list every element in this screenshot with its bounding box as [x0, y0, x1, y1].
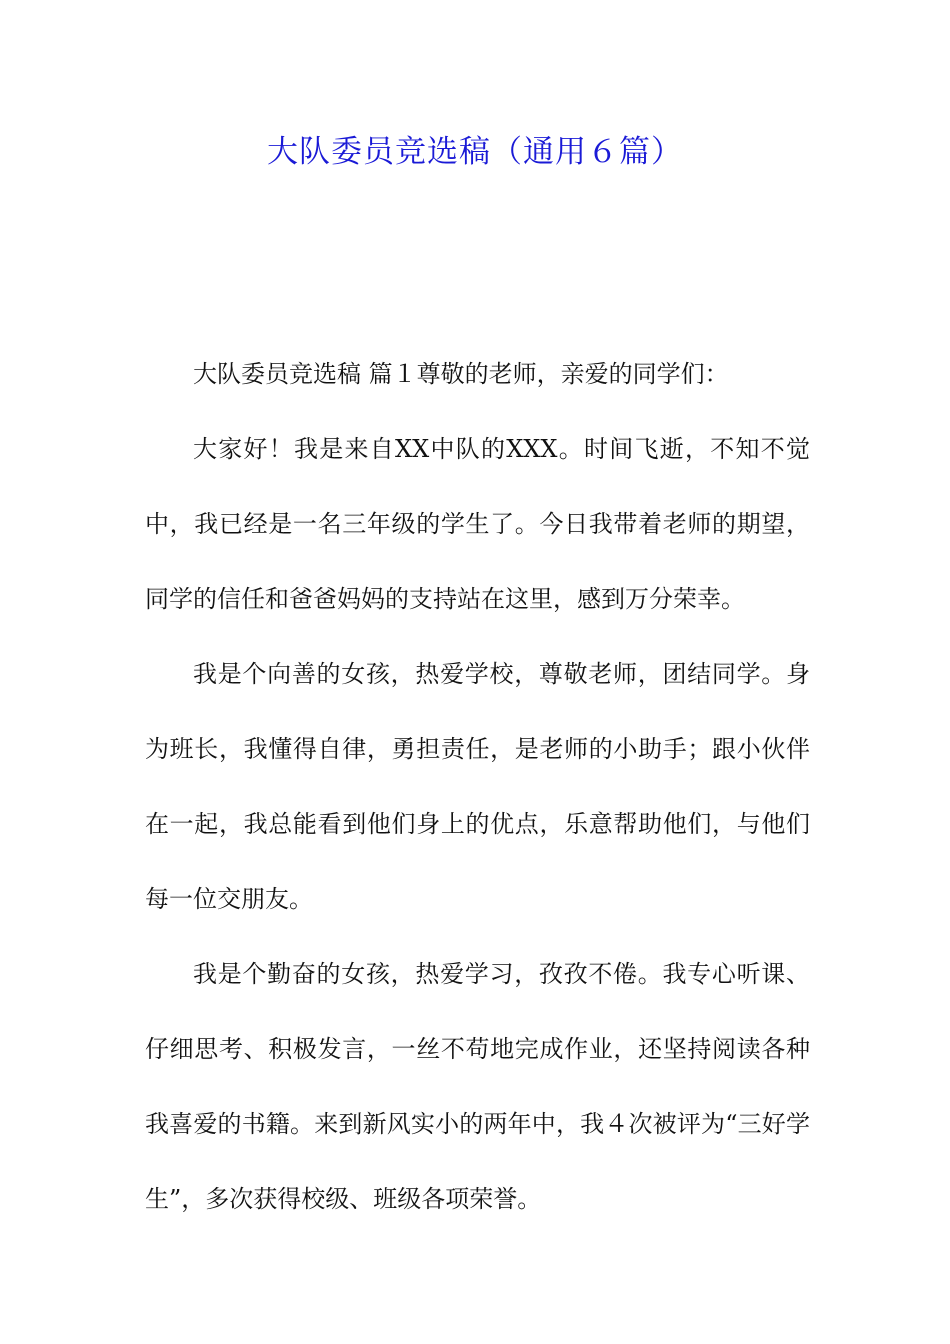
document-body [145, 337, 810, 1237]
paragraph-introduction: 大家好！我是来自XX中队的XXX。时间飞逝，不知不觉中，我已经是一名三年级的学生了。今日我带着老师的期望，同学的信任和爸爸妈妈的支持站在这里，感到万分荣幸。 [145, 435, 810, 613]
paragraph-character: 我是个向善的女孩，热爱学校，尊敬老师，团结同学。身为班长，我懂得自律，勇担责任，是老师的小助手；跟小伙伴在一起，我总能看到他们身上的优点，乐意帮助他们，与他们每一位交朋友。 [145, 660, 810, 913]
paragraph-greeting: 大队委员竞选稿 篇１尊敬的老师，亲爱的同学们： [193, 360, 729, 388]
document-title: 大队委员竞选稿（通用６篇） [267, 134, 683, 170]
paragraph-diligence: 我是个勤奋的女孩，热爱学习，孜孜不倦。我专心听课、仔细思考、积极发言，一丝不苟地完成作业，还坚持阅读各种我喜爱的书籍。来到新风实小的两年中，我４次被评为“三好学生”，多次获得校级、班级各项荣誉。 [145, 960, 810, 1213]
